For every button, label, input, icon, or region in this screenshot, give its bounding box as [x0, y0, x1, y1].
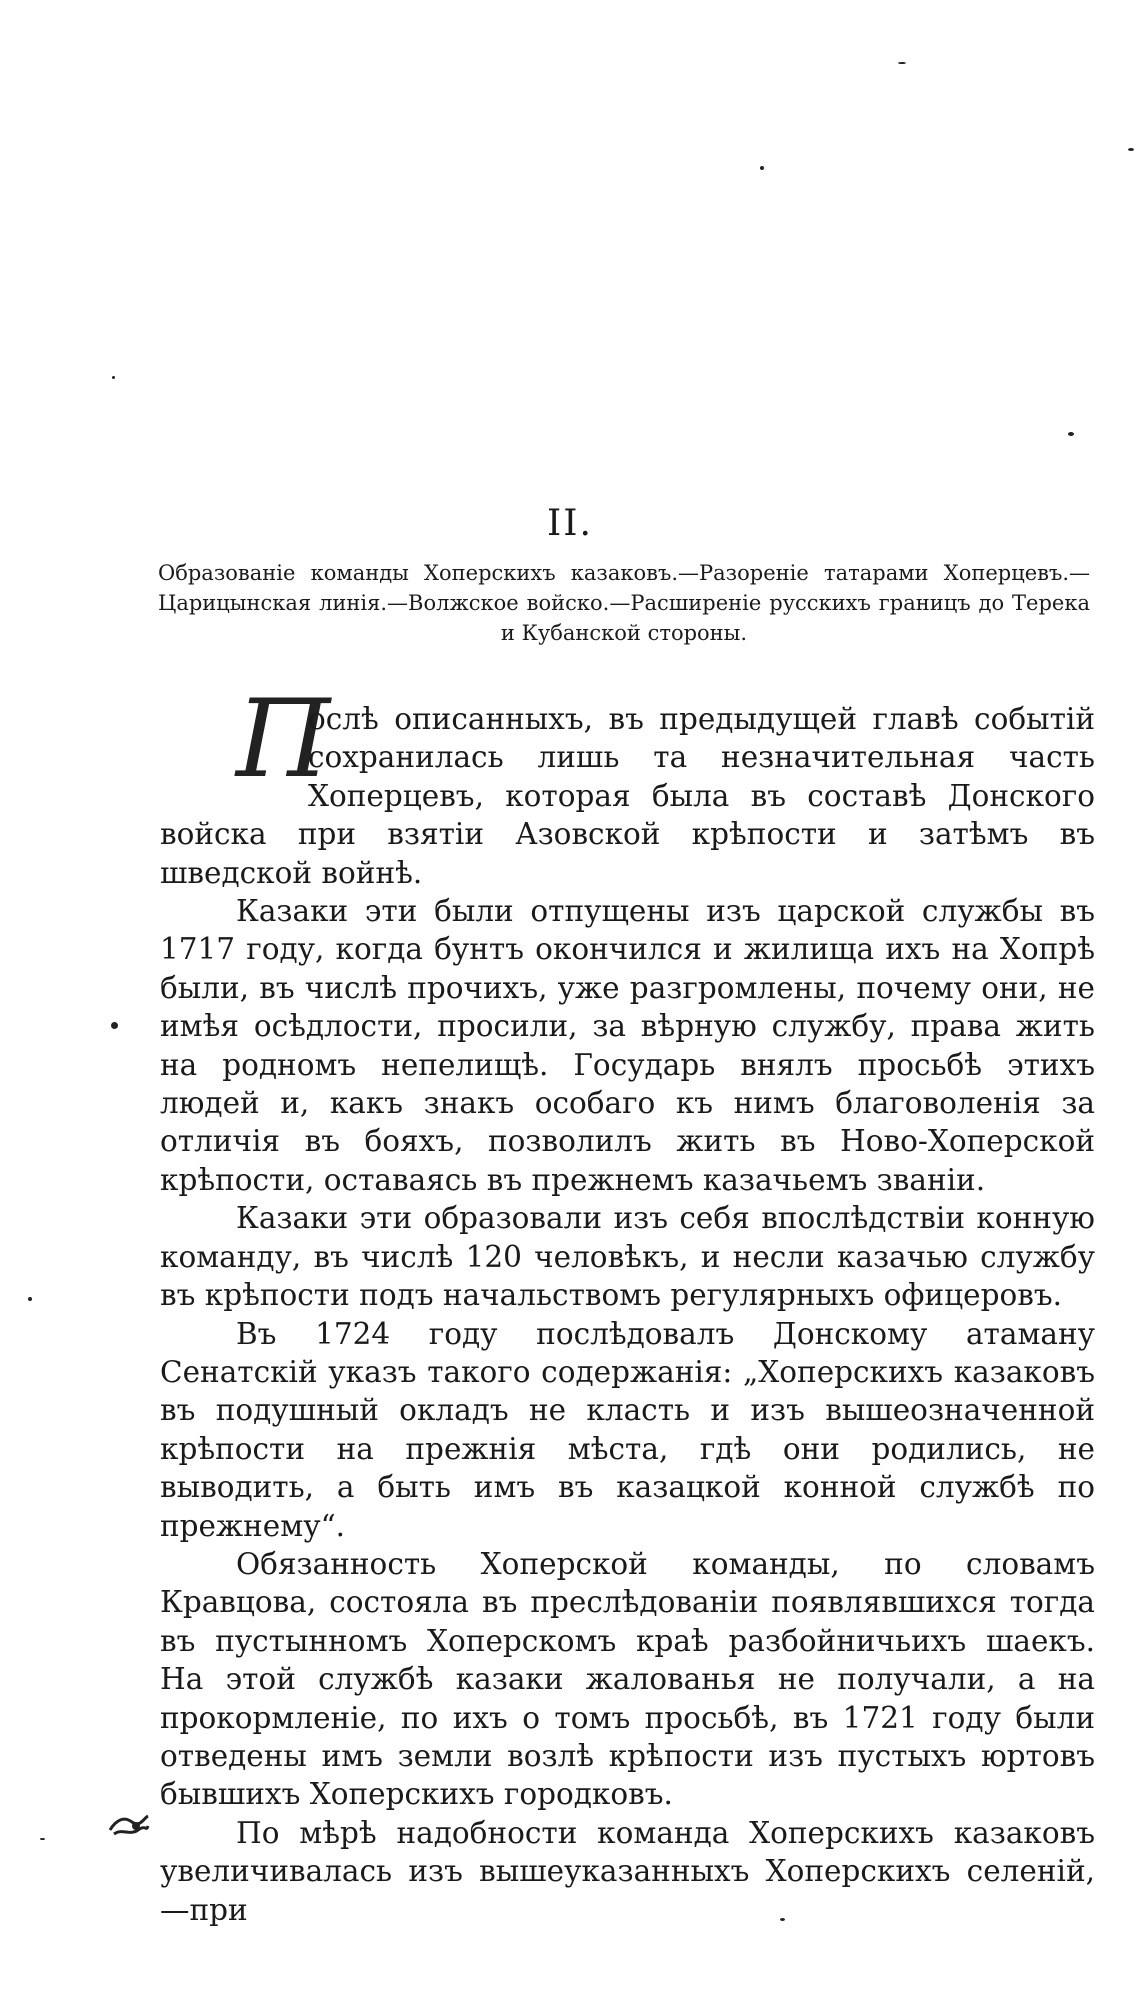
scan-speck	[780, 1918, 785, 1921]
scan-speck	[760, 166, 764, 170]
body-text	[160, 677, 1095, 1929]
scan-speck	[111, 1022, 118, 1029]
paragraph: По мѣрѣ надобности команда Хоперскихъ казаковъ увеличивалась изъ вышеуказанныхъ Хоперскихъ селеній,—при	[160, 1815, 1095, 1927]
drop-cap: П	[236, 677, 331, 802]
paragraph: Казаки эти образовали изъ себя впослѣдствіи конную команду, въ числѣ 120 человѣкъ, и несли казачью службу въ крѣпости подъ начальствомъ регулярныхъ офицеровъ.	[160, 1201, 1095, 1313]
scan-speck	[40, 1838, 45, 1840]
scan-speck	[1128, 148, 1134, 151]
paragraph-text: ослѣ описанныхъ, въ предыдущей главѣ событій сохранилась лишь та незначительная часть Хоперцевъ, которая была въ составѣ Донского войска при взятіи Азовской крѣпости и затѣмъ въ шведской войнѣ.	[160, 702, 1095, 890]
chapter-number: II.	[547, 503, 593, 544]
scan-speck	[898, 62, 906, 64]
paragraph: Обязанность Хоперской команды, по словамъ Кравцова, состояла въ преслѣдованіи появлявшихся тогда въ пустынномъ Хоперскомъ краѣ разбойничьихъ шаекъ. На этой службѣ казаки жалованья не получали, а на прокормленіе, по ихъ о томъ просьбѣ, въ 1721 году были отведены имъ земли возлѣ крѣпости изъ пустыхъ юртовъ бывшихъ Хоперскихъ городковъ.	[160, 1546, 1095, 1812]
paragraph	[160, 677, 1095, 892]
paragraph: Казаки эти были отпущены изъ царской службы въ 1717 году, когда бунтъ окончился и жилища ихъ на Хопрѣ были, въ числѣ прочихъ, уже разгромлены, почему они, не имѣя осѣдлости, просили, за вѣрную службу, права жить на родномъ непелищѣ. Государь внялъ просьбѣ этихъ людей и, какъ знакъ особаго къ нимъ благоволенія за отличія въ бояхъ, позволилъ жить въ Ново-Хоперской крѣпости, оставаясь въ прежнемъ казачьемъ званіи.	[160, 894, 1095, 1197]
chapter-summary: Образованіе команды Хоперскихъ казаковъ.—Разореніе татарами Хоперцевъ.—Царицынская линія.—Волжское войско.—Расширеніе русскихъ границъ до Терека и Кубанской стороны.	[158, 561, 1090, 645]
margin-ornament-icon	[108, 1812, 150, 1840]
scan-speck	[112, 376, 115, 379]
scan-speck	[28, 1297, 32, 1301]
scan-speck	[1068, 432, 1074, 436]
paragraph: Въ 1724 году послѣдовалъ Донскому атаману Сенатскій указъ такого содержанія: „Хоперскихъ казаковъ въ подушный окладъ не класть и изъ вышеозначенной крѣпости на прежнія мѣста, гдѣ они родились, не выводить, а быть имъ въ казацкой конной службѣ по прежнему“.	[160, 1316, 1095, 1543]
